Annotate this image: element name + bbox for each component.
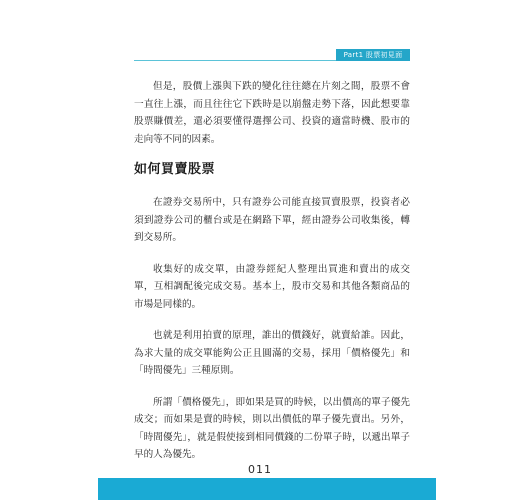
page-number: 011 bbox=[248, 463, 272, 476]
paragraph: 所謂「價格優先」，即如果是買的時候，以出價高的單子優先成交；而如果是賣的時候，則以出價低的單子優先賣出。另外，「時間優先」，就是假使接到相同價錢的二份單子時，以遞出單子早的人為優先。 bbox=[134, 396, 410, 460]
section-heading: 如何買賣股票 bbox=[134, 162, 216, 177]
paragraph: 在證券交易所中，只有證券公司能直接買賣股票，投資者必須到證券公司的櫃台或是在網路下單，經由證券公司收集後，轉到交易所。 bbox=[134, 197, 410, 243]
paragraph: 也就是利用拍賣的原理，誰出的價錢好，就賣給誰。因此，為求大量的成交單能夠公正且圓滿的交易，採用「價格優先」和「時間優先」三種原則。 bbox=[134, 330, 410, 376]
paragraph: 收集好的成交單，由證券經紀人整理出買進和賣出的成交單，互相調配後完成交易。基本上，股市交易和其他各類商品的市場是同樣的。 bbox=[134, 263, 410, 310]
paragraph: 但是，股價上漲與下跌的變化往往總在片刻之間，股票不會一直往上漲，而且往往它下跌時是以崩盤走勢下落，因此想要靠股票賺價差，還必須要懂得選擇公司、投資的適當時機、股市的走向等不同的因素。 bbox=[134, 81, 410, 145]
chapter-header-label: Part1 股票初見面 bbox=[336, 49, 410, 61]
footer-bar bbox=[98, 478, 436, 500]
page-content bbox=[134, 78, 410, 478]
